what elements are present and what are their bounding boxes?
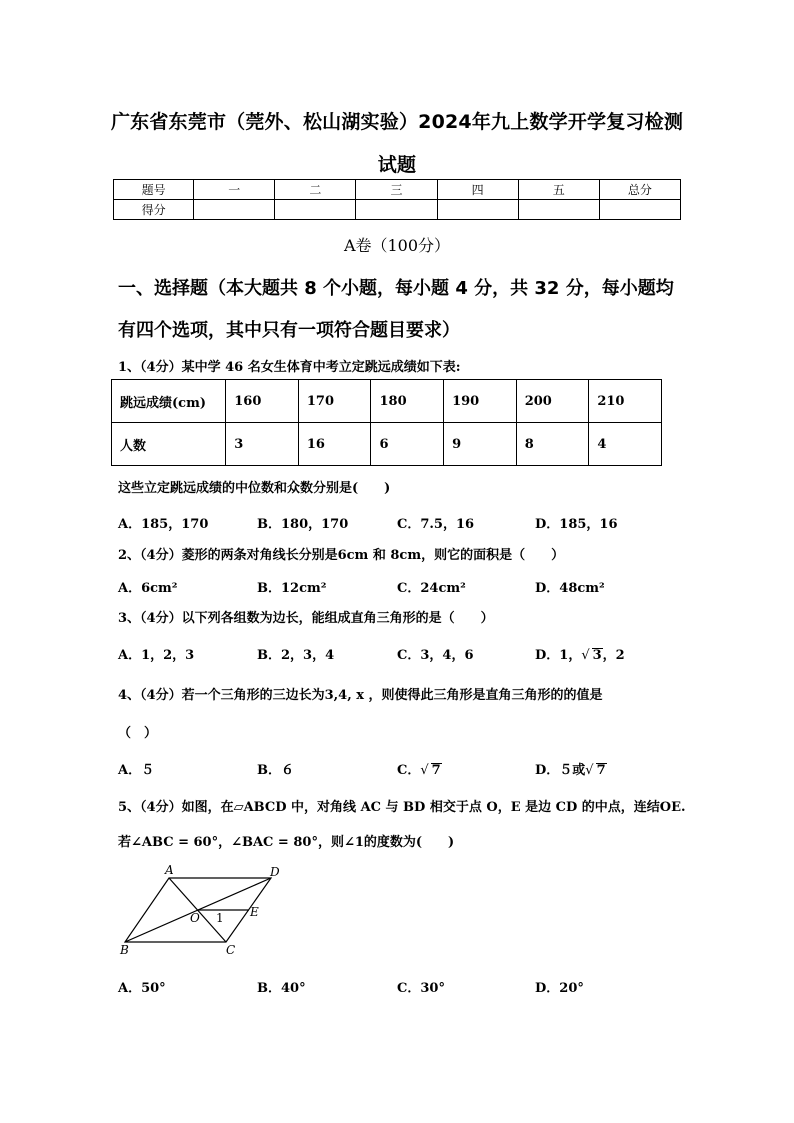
question-4-stem: 4、（4分）若一个三角形的三边长为3,4, x ，则使得此三角形是直角三角形的的值是 (118, 688, 603, 703)
section-a-heading: A卷（100分） (343, 236, 451, 255)
score-header-cell: 二 (275, 180, 356, 200)
score-input-cell (356, 200, 437, 220)
q2-option-b[interactable]: B．12cm² (257, 581, 327, 596)
q3-option-b[interactable]: B．2，3，4 (257, 648, 335, 663)
sqrt-icon: √ (581, 648, 590, 663)
q4-option-b[interactable]: B．６ (257, 763, 294, 778)
long-jump-score-cell: 200 (516, 380, 589, 423)
long-jump-score-cell: 170 (298, 380, 371, 423)
q3-option-d-prefix: D．1， (535, 648, 582, 663)
score-input-cell (194, 200, 275, 220)
long-jump-score-cell: 190 (444, 380, 517, 423)
score-row-label: 得分 (114, 200, 194, 220)
q4-option-c[interactable] (397, 759, 442, 778)
question-3-stem: 3、（4分）以下列各组数为边长，能组成直角三角形的是（ ） (118, 611, 494, 626)
score-input-cell (437, 200, 518, 220)
q4-option-c-prefix: C． (397, 763, 421, 778)
sqrt-icon: √ (585, 763, 594, 778)
q3-option-c[interactable]: C．3，4，6 (397, 648, 474, 663)
long-jump-count-cell: 16 (298, 423, 371, 466)
q4-option-c-radicand: 7 (431, 763, 441, 778)
long-jump-header-label: 跳远成绩(cm) (112, 380, 226, 423)
label-b: B (120, 943, 129, 957)
q1-option-c[interactable]: C．7.5，16 (397, 517, 475, 532)
score-header-cell: 五 (518, 180, 599, 200)
q4-option-a[interactable]: A．５ (118, 763, 155, 778)
score-input-cell (518, 200, 599, 220)
long-jump-count-cell: 4 (589, 423, 662, 466)
q3-option-a[interactable]: A．1，2，3 (118, 648, 195, 663)
q4-option-d-radicand: 7 (596, 763, 606, 778)
q2-option-d[interactable]: D．48cm² (535, 581, 605, 596)
q3-option-d[interactable] (535, 644, 625, 663)
long-jump-count-cell: 3 (226, 423, 299, 466)
label-a: A (165, 863, 174, 877)
section-heading-cont: 有四个选项，其中只有一项符合题目要求） (118, 320, 460, 341)
long-jump-score-row (112, 380, 662, 423)
question-1-stem: 1、（4分）某中学 46 名女生体育中考立定跳远成绩如下表: (118, 360, 461, 375)
section-heading: 一、选择题（本大题共 8 个小题，每小题 4 分，共 32 分，每小题均 (118, 278, 674, 299)
long-jump-count-label: 人数 (112, 423, 226, 466)
score-header-cell: 总分 (599, 180, 680, 200)
q4-option-d[interactable] (535, 759, 607, 778)
long-jump-score-cell: 210 (589, 380, 662, 423)
page-title-cont: 试题 (377, 154, 417, 176)
parallelogram-figure (112, 860, 292, 960)
score-input-cell (599, 200, 680, 220)
q2-option-a[interactable]: A．6cm² (118, 581, 178, 596)
q3-option-d-suffix: ，2 (602, 648, 625, 663)
score-header-cell: 题号 (114, 180, 194, 200)
label-e: E (250, 905, 259, 919)
question-2-stem: 2、（4分）菱形的两条对角线长分别是6cm 和 8cm，则它的面积是（ ） (118, 548, 565, 563)
long-jump-count-row (112, 423, 662, 466)
score-header-cell: 三 (356, 180, 437, 200)
q4-option-d-prefix: D．５或 (535, 763, 586, 778)
label-o: O (190, 911, 200, 925)
score-table-row (114, 200, 681, 220)
q1-option-d[interactable]: D．185，16 (535, 517, 618, 532)
q1-option-a[interactable]: A．185，170 (118, 517, 209, 532)
q1-option-b[interactable]: B．180，170 (257, 517, 349, 532)
long-jump-table (111, 379, 662, 466)
label-d: D (270, 865, 280, 879)
question-5-stem: 5、（4分）如图，在▱ABCD 中，对角线 AC 与 BD 相交于点 O，E 是边 CD 的中点，连结OE. (118, 800, 686, 815)
q2-option-c[interactable]: C．24cm² (397, 581, 466, 596)
long-jump-count-cell: 9 (444, 423, 517, 466)
sqrt-icon: √ (420, 763, 429, 778)
label-angle-1: 1 (216, 911, 224, 925)
long-jump-score-cell: 160 (226, 380, 299, 423)
q5-option-a[interactable]: A．50° (118, 981, 166, 996)
question-1-question: 这些立定跳远成绩的中位数和众数分别是( ) (118, 481, 391, 496)
q5-option-b[interactable]: B．40° (257, 981, 306, 996)
q5-option-d[interactable]: D．20° (535, 981, 584, 996)
score-table-header-row (114, 180, 681, 200)
question-5-stem-cont: 若∠ABC = 60°，∠BAC = 80°，则∠1的度数为( ) (118, 835, 455, 850)
q3-option-d-radicand: 3 (592, 648, 602, 663)
score-input-cell (275, 200, 356, 220)
score-table (113, 179, 681, 220)
score-header-cell: 一 (194, 180, 275, 200)
long-jump-count-cell: 8 (516, 423, 589, 466)
long-jump-count-cell: 6 (371, 423, 444, 466)
question-4-stem-cont: （ ） (118, 726, 158, 741)
label-c: C (226, 943, 236, 957)
score-header-cell: 四 (437, 180, 518, 200)
page-title: 广东省东莞市（莞外、松山湖实验）2024年九上数学开学复习检测 (110, 111, 684, 133)
q5-option-c[interactable]: C．30° (397, 981, 445, 996)
long-jump-score-cell: 180 (371, 380, 444, 423)
